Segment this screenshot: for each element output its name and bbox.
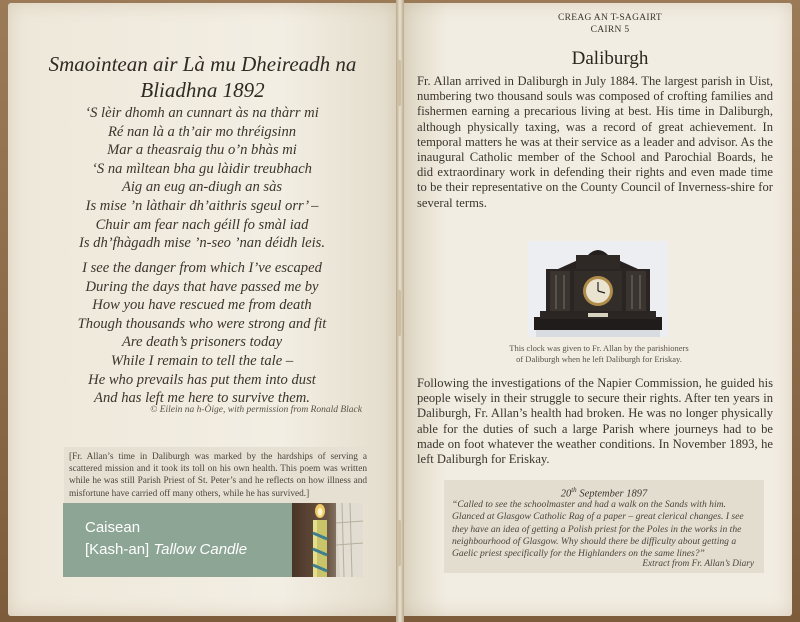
pronunciation: [Kash-an]: [85, 541, 150, 558]
poem-line: Are death’s prisoners today: [121, 334, 283, 351]
poem-title-line: Bliadhna 1892: [140, 78, 265, 102]
poem-line: He who prevails has put them into dust: [88, 371, 316, 388]
gaelic-stanza: [22, 104, 382, 253]
caption-line: This clock was given to Fr. Allan by the parishioners: [509, 343, 689, 353]
gaelic-word: Caisean: [85, 519, 141, 536]
vocab-box: [63, 503, 292, 577]
poem-title-line: Smaointean air Là mu Dheireadh na: [48, 52, 357, 76]
photo-caption: [470, 343, 728, 365]
date-rest: September 1897: [576, 488, 648, 500]
poem-line: Ré nan là a th’air mo thréigsinn: [107, 123, 297, 140]
diary-box: [444, 480, 764, 573]
poem-line: ‘S na mìltean bha gu làidir treubhach: [92, 160, 312, 177]
diary-quote: “Called to see the schoolmaster and had a walk on the Sands with him. Glanced at Glasgow Catholic Rag of a paper – great clerical changes. I see they have an idea of getting a Polish priest for the Poles in the works in the neighbourhood of Glasgow. Why should there be difficulty about getting a Gaelic priest specifically for the Highlanders on the same lines?”: [452, 499, 744, 560]
poem-line: Is dh’fhàgadh mise ’n-seo ’nan déidh leis.: [78, 235, 326, 252]
poem-line: Aig an eug an-diugh an sàs: [121, 179, 283, 196]
poem-line: Is mise ’n làthair dh’aithris sgeul orr’ –: [85, 197, 319, 214]
word-pronunciation: [85, 541, 247, 558]
poem-line: I see the danger from which I’ve escaped: [82, 260, 322, 276]
caption-line: of Daliburgh when he left Daliburgh for Eriskay.: [516, 354, 682, 364]
poem-credit: © Eilein na h-Òige, with permission from Ronald Black: [150, 405, 362, 415]
english-stanza: [22, 259, 382, 408]
date-day: 20: [560, 488, 572, 500]
poem-line: And has left me here to survive them.: [94, 390, 310, 407]
translation: Tallow Candle: [153, 541, 248, 558]
binding-stitch: [398, 60, 401, 106]
binding-stitch: [398, 520, 401, 566]
poem-line: How you have rescued me from death: [92, 297, 312, 314]
poem-line: While I remain to tell the tale –: [110, 352, 294, 369]
poem-line: Chuir am fear nach géill fo smàl iad: [95, 216, 309, 233]
clock-photo: [528, 241, 668, 337]
diary-date: [444, 486, 764, 500]
binding-stitch: [398, 290, 401, 336]
context-note: [Fr. Allan’s time in Daliburgh was marked by the hardships of serving a scattered mission and it took its toll on his own health. This poem was written while he was still Parish Priest of St. Peter’s and he reflects on how illness and misfortune have carried off many others, while he has survived.]: [64, 447, 372, 504]
header-line: CAIRN 5: [590, 24, 630, 35]
diary-source: Extract from Fr. Allan’s Diary: [642, 559, 754, 569]
section-title: Daliburgh: [571, 48, 649, 69]
poem-line: During the days that have passed me by: [85, 278, 319, 295]
candle-photo: [292, 503, 363, 577]
poem-line: ‘S lèir dhomh an cunnart às na thàrr mi: [85, 105, 319, 121]
poem-line: Mar a theasraig thu o’n bhàs mi: [107, 142, 297, 159]
body-paragraph: Fr. Allan arrived in Daliburgh in July 1884. The largest parish in Uist, numbering two thousand souls was composed of crofting families and fishermen earning a precarious living at best. His time in Daliburgh, although physically taxing, was a record of great achievement. In temporal matters he was at their service as a leader and advisor. As the inaugural Catholic member of the School and Parochial Boards, he did extraordinary work in defending their rights and even made time to be their representative on the County Council of Inverness-shire for several terms.: [417, 74, 773, 210]
date-suffix: th: [571, 486, 577, 494]
body-paragraph: Following the investigations of the Napier Commission, he guided his people wisely in their struggle to secure their rights. After ten years in Daliburgh, Fr. Allan’s health had broken. He was no longer physically able for the duties of such a large Parish where journeys had to be made on foot whatever the weather conditions. In November 1893, he left Daliburgh for Eriskay.: [417, 376, 773, 467]
page-header: [510, 13, 710, 36]
poem-title: [30, 51, 375, 103]
poem-line: Though thousands who were strong and fit: [77, 315, 327, 332]
header-line: CREAG AN T-SAGAIRT: [557, 13, 663, 23]
